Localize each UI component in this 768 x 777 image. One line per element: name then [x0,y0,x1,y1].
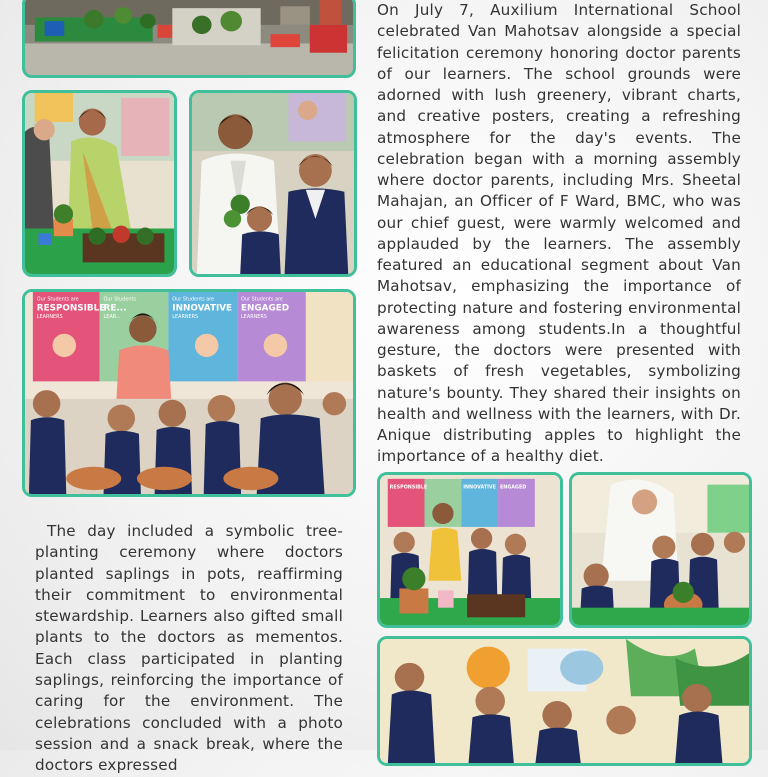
photo-doctor-with-student [189,90,357,277]
poster-4-small: Our Students are [241,296,283,303]
photo-students-group [377,636,752,766]
poster-1-sub: LEARNERS [36,314,63,321]
small-poster-3: ENGAGED [500,485,527,491]
article-paragraph-1: On July 7, Auxilium International School celebrated Van Mahotsav alongside a special felicitation ceremony honoring doctor parents of our learners. The school grounds were adorned with lush greenery, vibrant charts, and creative posters, creating a refreshing atmosphere for the day's events. The celebration began with a morning assembly where doctor parents, including Mrs. Sheetal Mahajan, an Officer of F Ward, BMC, who was our chief guest, were warmly welcomed and applauded by the learners. The assembly featured an educational segment about Van Mahotsav, emphasizing the importance of protecting nature and fostering environmental awareness among students.In a thoughtful gesture, the doctors were presented with baskets of fresh vegetables, symbolizing nature's bounty. They shared their insights on health and wellness with the learners, with Dr. Anique distributing apples to highlight the importance of a healthy diet. [377,1,741,466]
poster-3-title: INNOVATIVE [172,303,233,314]
small-poster-1: RESPONSIBLE [389,485,428,491]
poster-1-title: RESPONSIBLE [36,303,106,314]
poster-1-small: Our Students are [36,296,79,303]
photo-nun-with-students [569,472,752,628]
poster-4-title: ENGAGED [241,303,290,314]
poster-4-sub: LEARNERS [241,314,267,321]
photo-classroom-planting [22,289,356,497]
photo-plants-table [22,0,356,78]
poster-2-small: Our Students [103,296,136,303]
poster-2-title: RE... [103,303,127,314]
poster-2-sub: LEAR... [103,314,121,321]
poster-3-sub: LEARNERS [172,314,199,321]
small-poster-2: INNOVATIVE [463,485,496,491]
photo-students-planting-pots [377,472,563,628]
poster-3-small: Our Students are [172,296,215,303]
article-paragraph-2: The day included a symbolic tree-planting ceremony where doctors planted saplings in pots, reaffirming their commitment to environmental stewardship. Learners also gifted small plants to the doctors as mementos. Each class participated in planting saplings, reinforcing the importance of caring for the environment. The celebrations concluded with a photo session and a snack break, where the doctors expressed [35,522,343,775]
photo-doctor-planting [22,90,177,277]
